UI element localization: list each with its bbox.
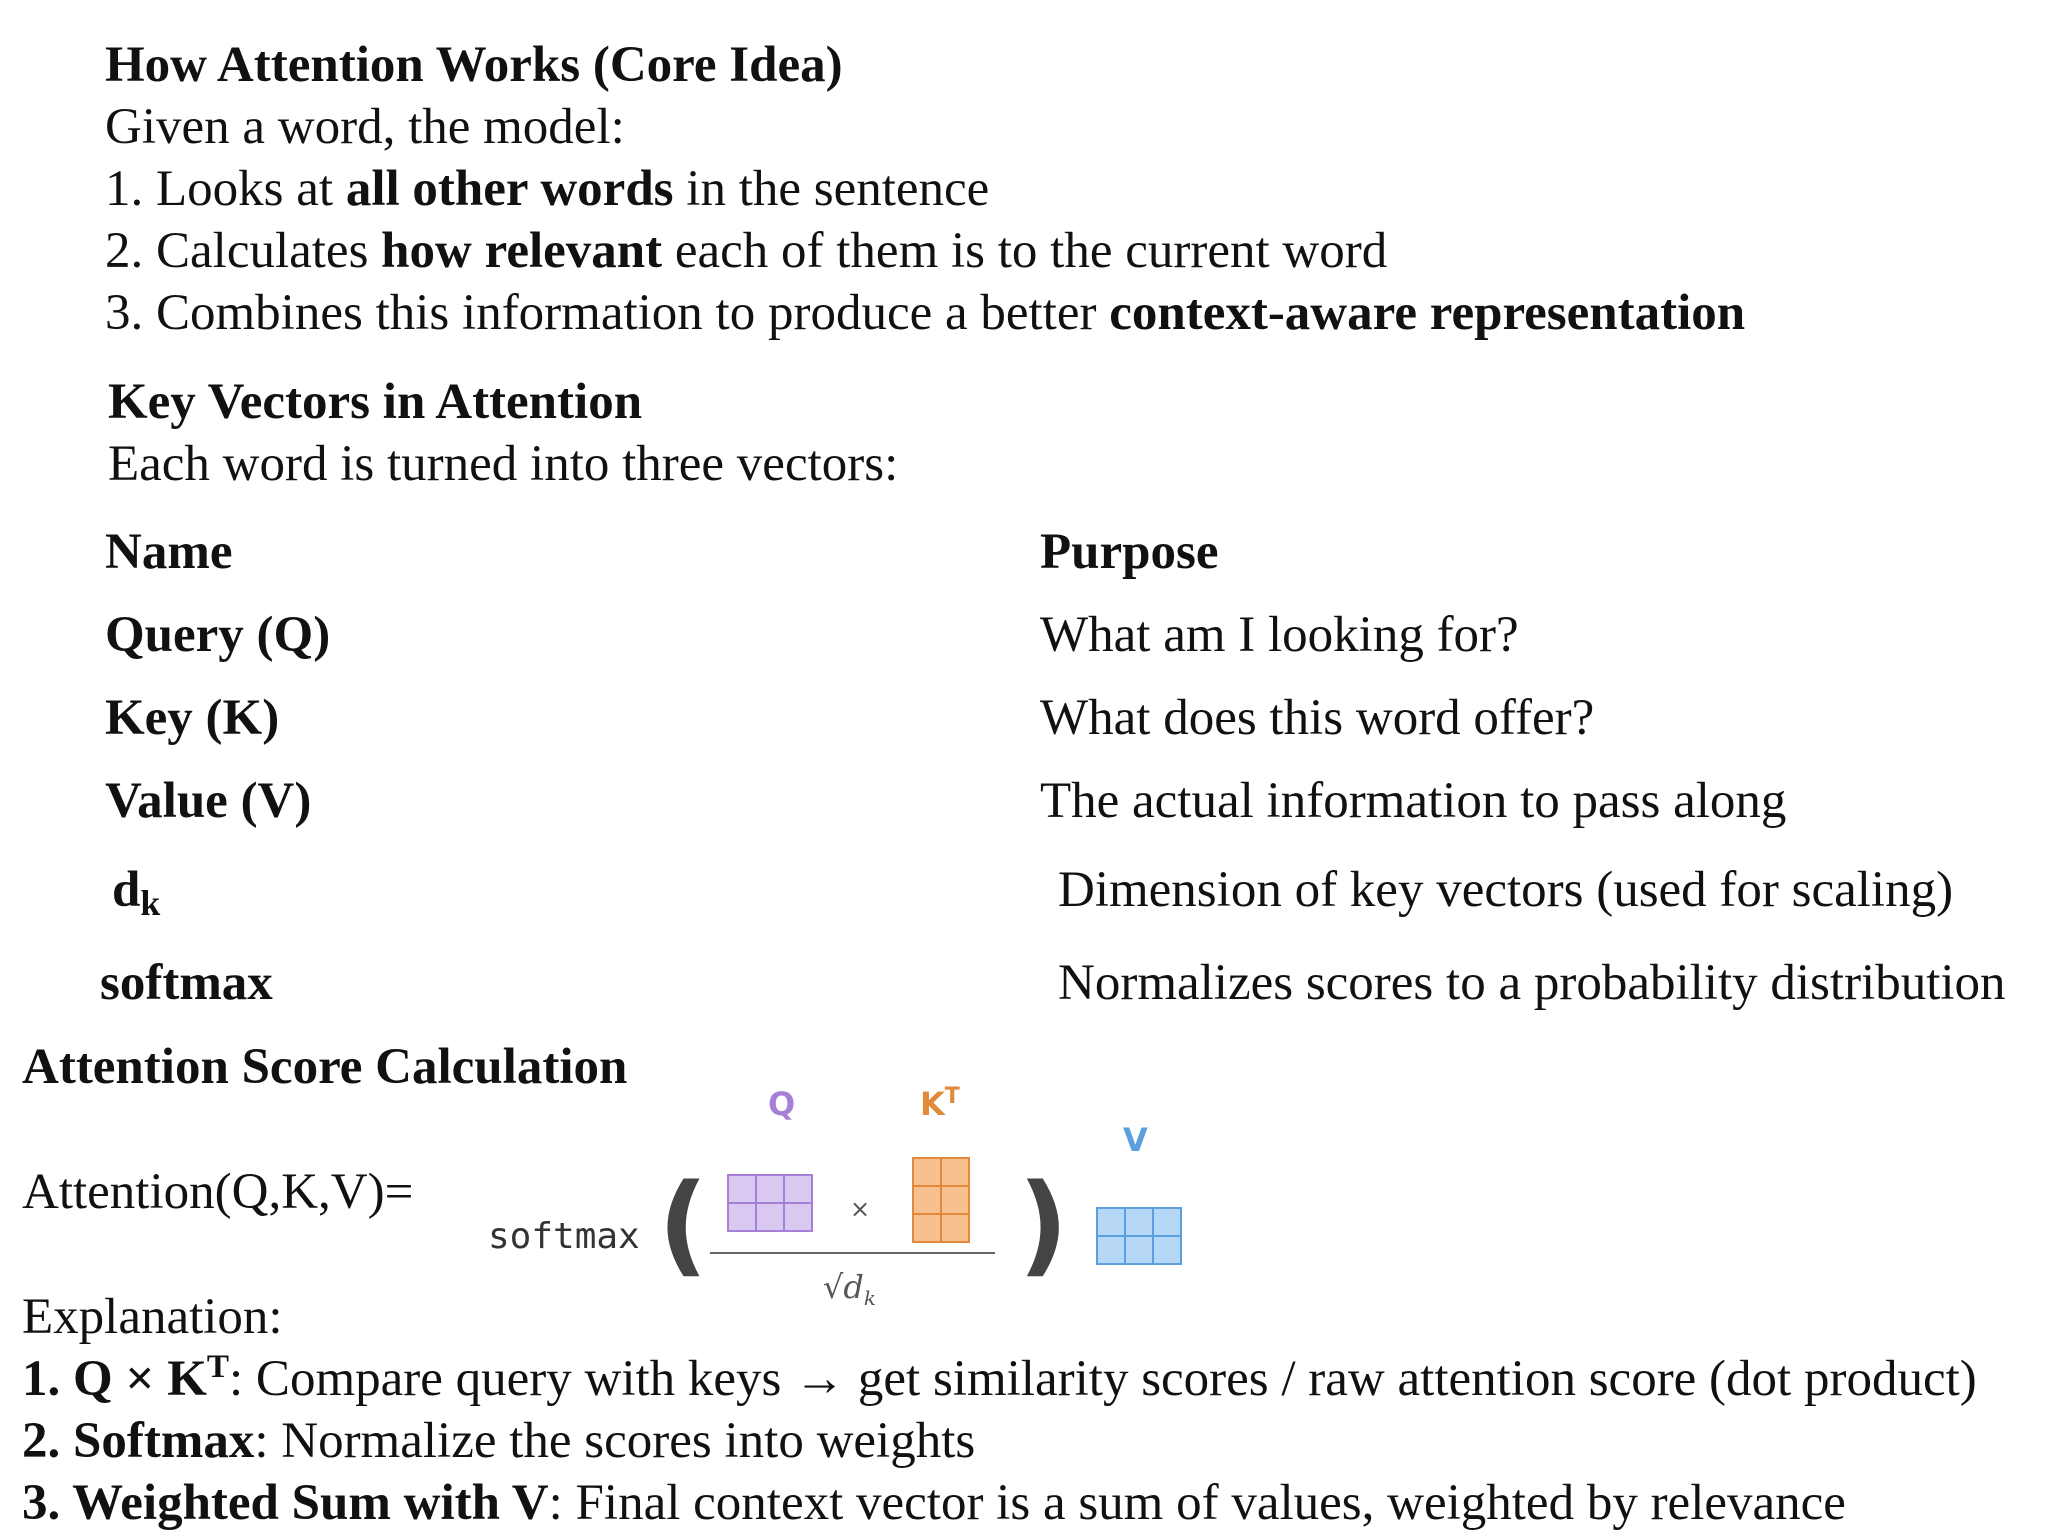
explanation-text: : Final context vector is a sum of values, weighted by relevance	[548, 1475, 1846, 1531]
table-cell-name: Value (V)	[105, 773, 312, 829]
explanation-term: 3. Weighted Sum with V	[22, 1475, 549, 1531]
table-cell-purpose: Normalizes scores to a probability distribution	[1058, 955, 2006, 1011]
intro-text: Given a word, the model:	[105, 99, 625, 155]
dk-subscript: k	[140, 882, 161, 923]
list-emphasis: all other words	[345, 161, 674, 217]
list-item	[105, 283, 1745, 343]
section-heading-key-vectors: Key Vectors in Attention	[108, 374, 643, 430]
table-cell-purpose: What does this word offer?	[1040, 690, 1595, 746]
explanation-item	[22, 1349, 1977, 1409]
dk-symbol: d	[112, 862, 141, 918]
explanation-item	[22, 1473, 1846, 1533]
formula-lhs: Attention(Q,K,V)=	[22, 1164, 414, 1220]
attention-formula-figure	[470, 1085, 1210, 1325]
explanation-item	[22, 1411, 975, 1471]
list-text: Looks at	[156, 161, 346, 217]
list-text: in the sentence	[673, 161, 990, 217]
kt-matrix-icon	[913, 1158, 969, 1242]
list-number: 3.	[105, 285, 144, 341]
table-cell-name: Key (K)	[105, 690, 280, 746]
table-cell-name: softmax	[100, 955, 273, 1011]
list-text: Combines this information to produce a better	[156, 285, 1110, 341]
section-heading-how-attention-works: How Attention Works (Core Idea)	[105, 37, 843, 93]
list-emphasis: how relevant	[381, 223, 663, 279]
intro-text: Each word is turned into three vectors:	[108, 436, 899, 492]
table-cell-purpose: Dimension of key vectors (used for scaling)	[1058, 862, 1954, 918]
table-cell-purpose: The actual information to pass along	[1040, 773, 1787, 829]
explanation-text: : Normalize the scores into weights	[254, 1413, 976, 1469]
sqrt-dk: $√d_k$	[823, 1268, 876, 1310]
list-text: each of them is to the current word	[662, 223, 1388, 279]
explanation-term: 1. $Q \times K^T$	[22, 1347, 230, 1407]
list-number: 1.	[105, 161, 144, 217]
q-matrix-icon	[728, 1175, 812, 1231]
v-label: V	[1123, 1121, 1148, 1159]
table-header-purpose: Purpose	[1040, 524, 1219, 580]
explanation-label: Explanation:	[22, 1289, 283, 1345]
table-cell-name	[112, 860, 161, 923]
softmax-label: softmax	[488, 1216, 640, 1257]
list-text: Calculates	[156, 223, 382, 279]
table-cell-name: Query (Q)	[105, 607, 331, 663]
explanation-text: : Compare query with keys → get similarity scores / raw attention score (dot product)	[229, 1351, 1977, 1407]
q-label: Q	[768, 1085, 796, 1123]
table-cell-purpose: What am I looking for?	[1040, 607, 1519, 663]
kt-label: $K^T$	[920, 1085, 960, 1123]
formula-svg	[470, 1085, 1210, 1325]
v-matrix-icon	[1097, 1208, 1181, 1264]
section-heading-attention-score: Attention Score Calculation	[22, 1039, 628, 1095]
table-header-name: Name	[105, 524, 233, 580]
list-item	[105, 221, 1387, 281]
right-paren: )	[1018, 1160, 1069, 1288]
list-item	[105, 159, 989, 219]
explanation-term: 2. Softmax	[22, 1413, 255, 1469]
list-emphasis: context-aware representation	[1109, 285, 1746, 341]
left-paren: (	[658, 1160, 709, 1288]
list-number: 2.	[105, 223, 144, 279]
times-sign: ×	[850, 1195, 871, 1223]
